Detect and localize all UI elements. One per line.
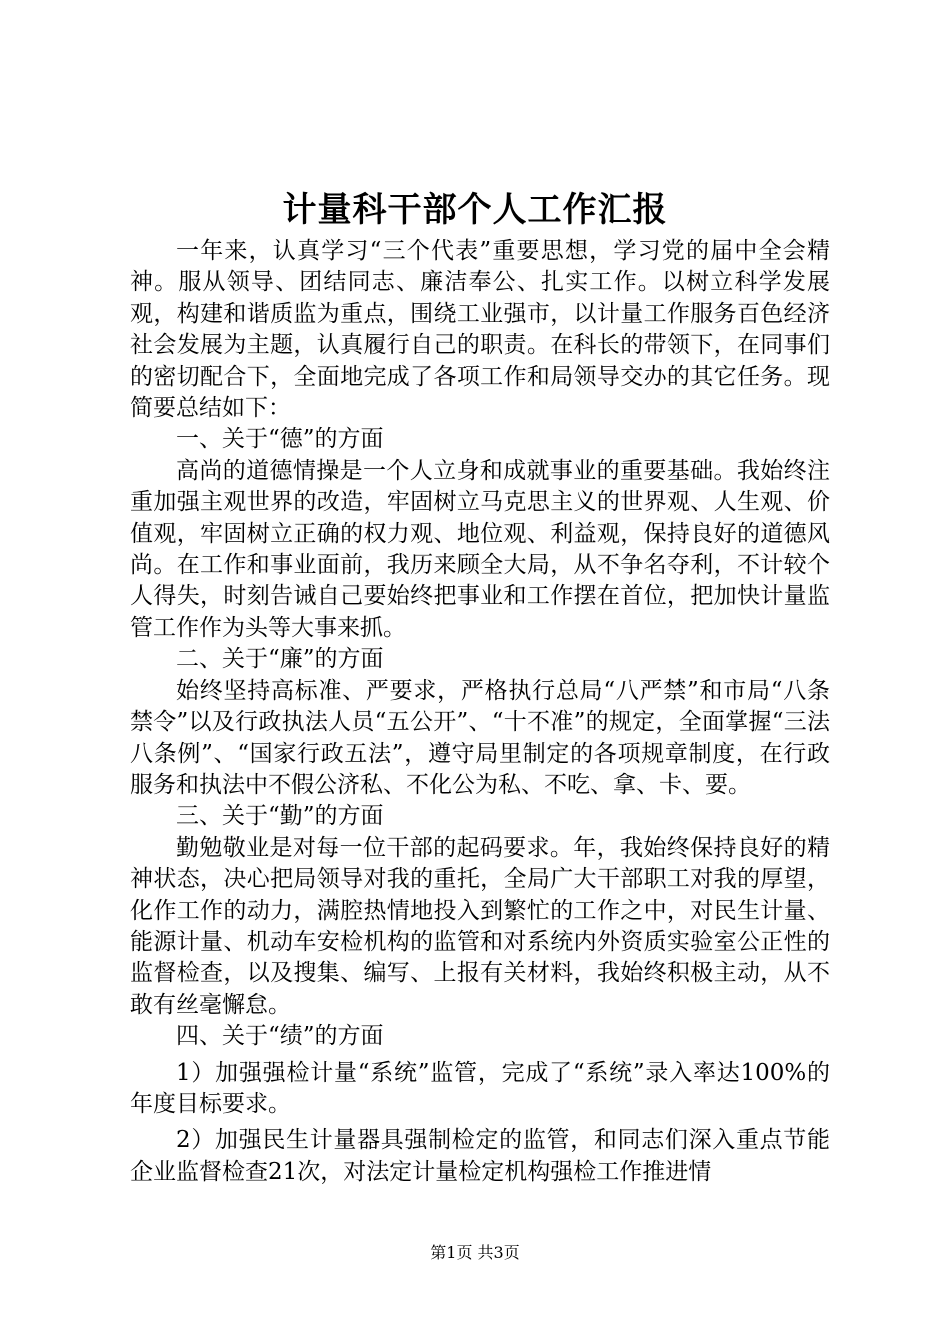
- page-number-footer: 第1页 共3页: [430, 1243, 520, 1262]
- section-heading-ji: 四、关于“绩”的方面: [176, 1023, 384, 1050]
- achievement-item-1: 1）加强强检计量“系统”监管，完成了“系统”录入率达100%的年度目标要求。: [130, 1059, 830, 1117]
- intro-paragraph: 一年来，认真学习“三个代表”重要思想，学习党的届中全会精神。服从领导、团结同志、廉洁奉公、扎实工作。以树立科学发展观，构建和谐质监为重点，围绕工业强市，以计量工作服务百色经济社会发展为主题，认真履行自己的职责。在科长的带领下，在同事们的密切配合下，全面地完成了各项工作和局领导交办的其它任务。现简要总结如下：: [130, 238, 830, 422]
- section-heading-lian: 二、关于“廉”的方面: [176, 646, 384, 673]
- achievement-item-2: 2）加强民生计量器具强制检定的监管，和同志们深入重点节能企业监督检查21次，对法定计量检定机构强检工作推进情: [130, 1127, 830, 1185]
- section-heading-de: 一、关于“德”的方面: [176, 426, 384, 453]
- section-text-qin: 勤勉敬业是对每一位干部的起码要求。年，我始终保持良好的精神状态，决心把局领导对我的重托，全局广大干部职工对我的厚望，化作工作的动力，满腔热情地投入到繁忙的工作之中，对民生计量、能源计量、机动车安检机构的监管和对系统内外资质实验室公正性的监督检查，以及搜集、编写、上报有关材料，我始终积极主动，从不敢有丝毫懈怠。: [130, 834, 830, 1018]
- document-title: 计量科干部个人工作汇报: [282, 190, 668, 230]
- section-text-de: 高尚的道德情操是一个人立身和成就事业的重要基础。我始终注重加强主观世界的改造，牢固树立马克思主义的世界观、人生观、价值观，牢固树立正确的权力观、地位观、利益观，保持良好的道德风尚。在工作和事业面前，我历来顾全大局，从不争名夺利，不计较个人得失，时刻告诫自己要始终把事业和工作摆在首位，把加快计量监管工作作为头等大事来抓。: [130, 457, 830, 641]
- section-text-lian: 始终坚持高标准、严要求，严格执行总局“八严禁”和市局“八条禁令”以及行政执法人员“五公开”、“十不准”的规定，全面掌握“三法八条例”、“国家行政五法”，遵守局里制定的各项规章制度，在行政服务和执法中不假公济私、不化公为私、不吃、拿、卡、要。: [130, 677, 830, 798]
- document-body: [130, 236, 830, 1188]
- section-heading-qin: 三、关于“勤”的方面: [176, 803, 384, 830]
